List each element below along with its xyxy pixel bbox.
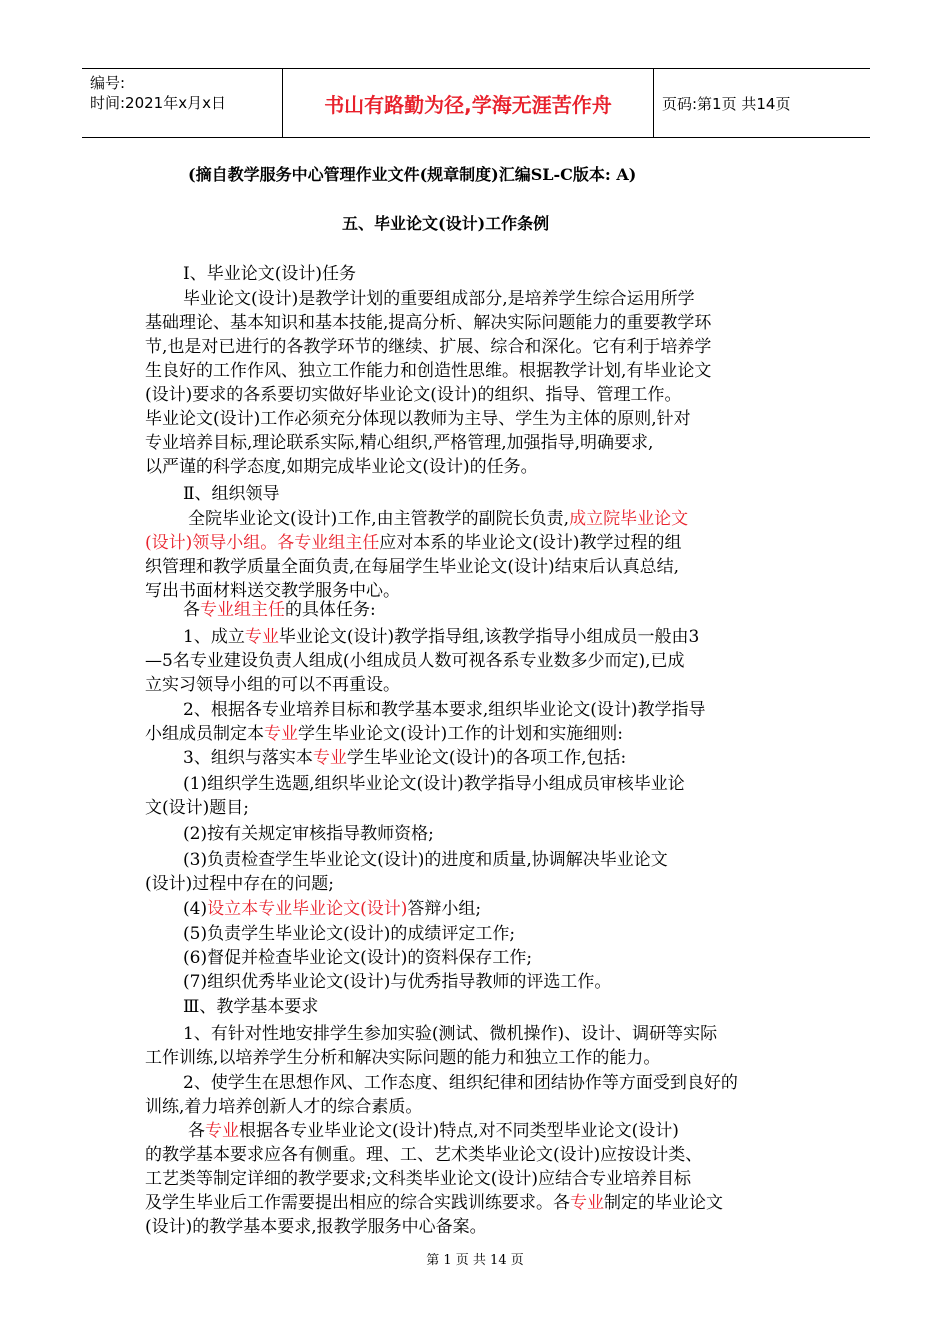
doc-number-label: 编号: (90, 74, 126, 92)
header-table (82, 68, 870, 138)
body-line: 训练,着力培养创新人才的综合素质。 (145, 1097, 423, 1117)
list-item: 文(设计)题目; (145, 798, 249, 818)
page-footer: 第 1 页 共 14 页 (426, 1253, 524, 1268)
body-line: 以严谨的科学态度,如期完成毕业论文(设计)的任务。 (145, 457, 538, 477)
highlight-text: 专业 (264, 724, 298, 744)
header-motto: 书山有路勤为径,学海无涯苦作舟 (282, 69, 654, 137)
body-line: 2、根据各专业培养目标和教学基本要求,组织毕业论文(设计)教学指导 (183, 700, 706, 720)
doc-title: 五、毕业论文(设计)工作条例 (342, 214, 550, 233)
header-page-label: 页码:第1页 共14页 (662, 94, 791, 113)
list-item: (7)组织优秀毕业论文(设计)与优秀指导教师的评选工作。 (183, 972, 612, 992)
body-line: —5名专业建设负责人组成(小组成员人数可视各系专业数多少而定),已成 (145, 651, 685, 671)
highlight-text: 专业 (570, 1193, 604, 1213)
highlight-text: 专业 (244, 627, 279, 647)
header-meta (82, 69, 282, 137)
body-line: 织管理和教学质量全面负责,在每届学生毕业论文(设计)结束后认真总结, (145, 557, 680, 577)
section-heading: Ⅱ、组织领导 (183, 484, 280, 504)
body-line: (设计)领导小组。各专业组主任应对本系的毕业论文(设计)教学过程的组 (145, 533, 682, 553)
highlight-text: 设立本专业毕业论文(设计) (207, 899, 408, 919)
section-heading: Ⅲ、教学基本要求 (183, 997, 319, 1017)
list-item: (1)组织学生选题,组织毕业论文(设计)教学指导小组成员审核毕业论 (183, 774, 685, 794)
body-line: 节,也是对已进行的各教学环节的继续、扩展、综合和深化。它有利于培养学 (145, 337, 712, 357)
body-line: 基础理论、基本知识和基本技能,提高分析、解决实际问题能力的重要教学环 (145, 313, 712, 333)
body-line: (设计)要求的各系要切实做好毕业论文(设计)的组织、指导、管理工作。 (145, 385, 682, 405)
list-item: (3)负责检查学生毕业论文(设计)的进度和质量,协调解决毕业论文 (183, 850, 668, 870)
body-line: 工作训练,以培养学生分析和解决实际问题的能力和独立工作的能力。 (145, 1048, 661, 1068)
body-line: 1、有针对性地安排学生参加实验(测试、微机操作)、设计、调研等实际 (183, 1024, 718, 1044)
section-heading: Ⅰ、毕业论文(设计)任务 (183, 264, 356, 284)
list-item: (2)按有关规定审核指导教师资格; (183, 824, 434, 844)
body-line: 及学生毕业后工作需要提出相应的综合实践训练要求。各专业制定的毕业论文 (145, 1193, 723, 1213)
body-line: 1、成立专业毕业论文(设计)教学指导组,该教学指导小组成员一般由3 (183, 627, 700, 647)
body-line: 各专业根据各专业毕业论文(设计)特点,对不同类型毕业论文(设计) (188, 1121, 679, 1141)
body-line: 立实习领导小组的可以不再重设。 (145, 675, 400, 695)
body-line: 3、组织与落实本专业学生毕业论文(设计)的各项工作,包括: (183, 748, 627, 768)
list-item: (设计)过程中存在的问题; (145, 874, 334, 894)
body-line: 的教学基本要求应各有侧重。理、工、艺术类毕业论文(设计)应按设计类、 (145, 1145, 703, 1165)
highlight-text: 专业组主任 (200, 600, 285, 620)
body-line: (设计)的教学基本要求,报教学服务中心备案。 (145, 1217, 487, 1237)
body-line: 写出书面材料送交教学服务中心。 (145, 581, 400, 601)
doc-time-label: 时间:2021年x月x日 (90, 94, 226, 112)
highlight-text: 成立院毕业论文 (569, 509, 689, 529)
body-line: 毕业论文(设计)是教学计划的重要组成部分,是培养学生综合运用所学 (183, 289, 695, 309)
highlight-text: 专业 (312, 748, 347, 768)
highlight-text: (设计)领导小组。各专业组主任 (145, 533, 380, 553)
body-line: 专业培养目标,理论联系实际,精心组织,严格管理,加强指导,明确要求, (145, 433, 654, 453)
body-line: 全院毕业论文(设计)工作,由主管教学的副院长负责,成立院毕业论文 (188, 509, 689, 529)
body-line: 工艺类等制定详细的教学要求;文科类毕业论文(设计)应结合专业培养目标 (145, 1169, 691, 1189)
doc-source-line: (摘自教学服务中心管理作业文件(规章制度)汇编SL-C版本: A) (188, 165, 637, 184)
body-line: 小组成员制定本专业学生毕业论文(设计)工作的计划和实施细则: (145, 724, 623, 744)
list-item: (5)负责学生毕业论文(设计)的成绩评定工作; (183, 924, 516, 944)
body-line: 毕业论文(设计)工作必须充分体现以教师为主导、学生为主体的原则,针对 (145, 409, 691, 429)
list-item: (4)设立本专业毕业论文(设计)答辩小组; (183, 899, 482, 919)
body-line: 各专业组主任的具体任务: (183, 600, 376, 620)
highlight-text: 专业 (205, 1121, 239, 1141)
list-item: (6)督促并检查毕业论文(设计)的资料保存工作; (183, 948, 533, 968)
body-line: 2、使学生在思想作风、工作态度、组织纪律和团结协作等方面受到良好的 (183, 1073, 738, 1093)
body-line: 生良好的工作作风、独立工作能力和创造性思维。根据教学计划,有毕业论文 (145, 361, 712, 381)
